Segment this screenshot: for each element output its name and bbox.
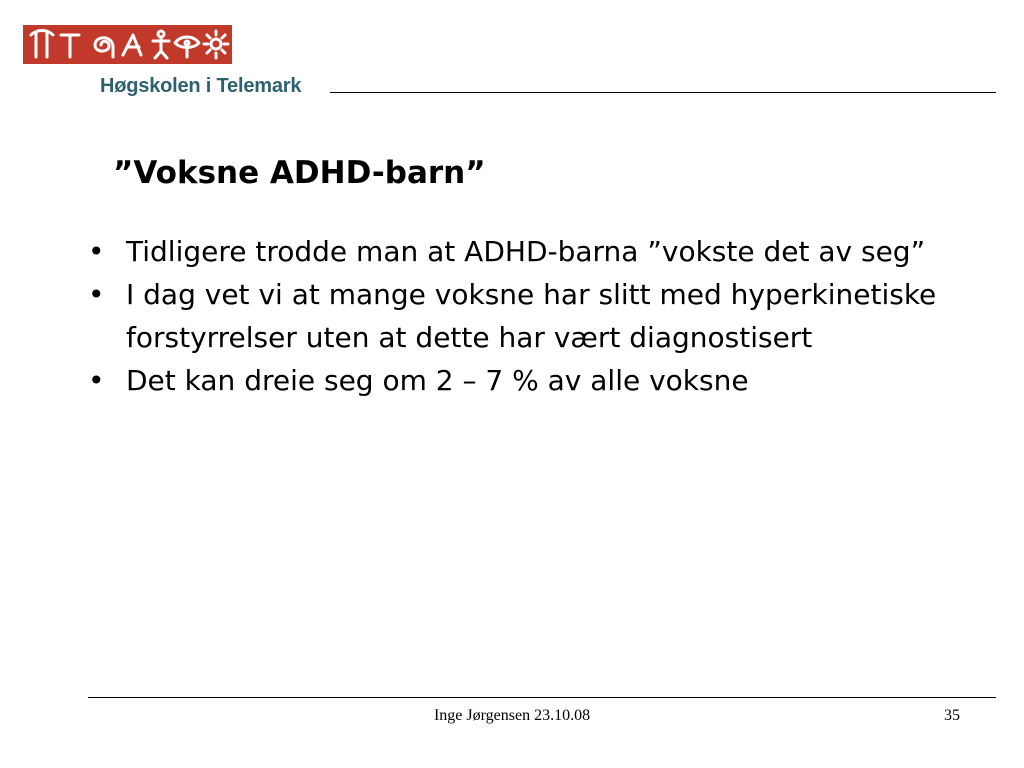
page-number: 35 <box>944 707 960 724</box>
header-divider <box>330 92 996 93</box>
list-item <box>88 359 948 402</box>
school-name: Høgskolen i Telemark <box>100 75 302 97</box>
slide-title: ”Voksne ADHD-barn” <box>113 155 486 191</box>
rock-carving-figures-logo-icon <box>23 25 232 64</box>
list-item <box>88 273 948 359</box>
bullet-text: Tidligere trodde man at ADHD-barna ”vokste det av seg” <box>126 235 926 268</box>
bullet-list <box>88 230 948 402</box>
list-item <box>88 230 948 273</box>
bullet-text: I dag vet vi at mange voksne har slitt med hyperkinetiske forstyrrelser uten at dette har vært diagnostisert <box>126 278 937 354</box>
bullet-icon: • <box>88 235 105 268</box>
bullet-icon: • <box>88 278 105 311</box>
footer-divider <box>88 697 996 698</box>
footer-author-date: Inge Jørgensen 23.10.08 <box>433 707 591 724</box>
bullet-text: Det kan dreie seg om 2 – 7 % av alle voksne <box>126 364 749 397</box>
bullet-icon: • <box>88 364 105 397</box>
